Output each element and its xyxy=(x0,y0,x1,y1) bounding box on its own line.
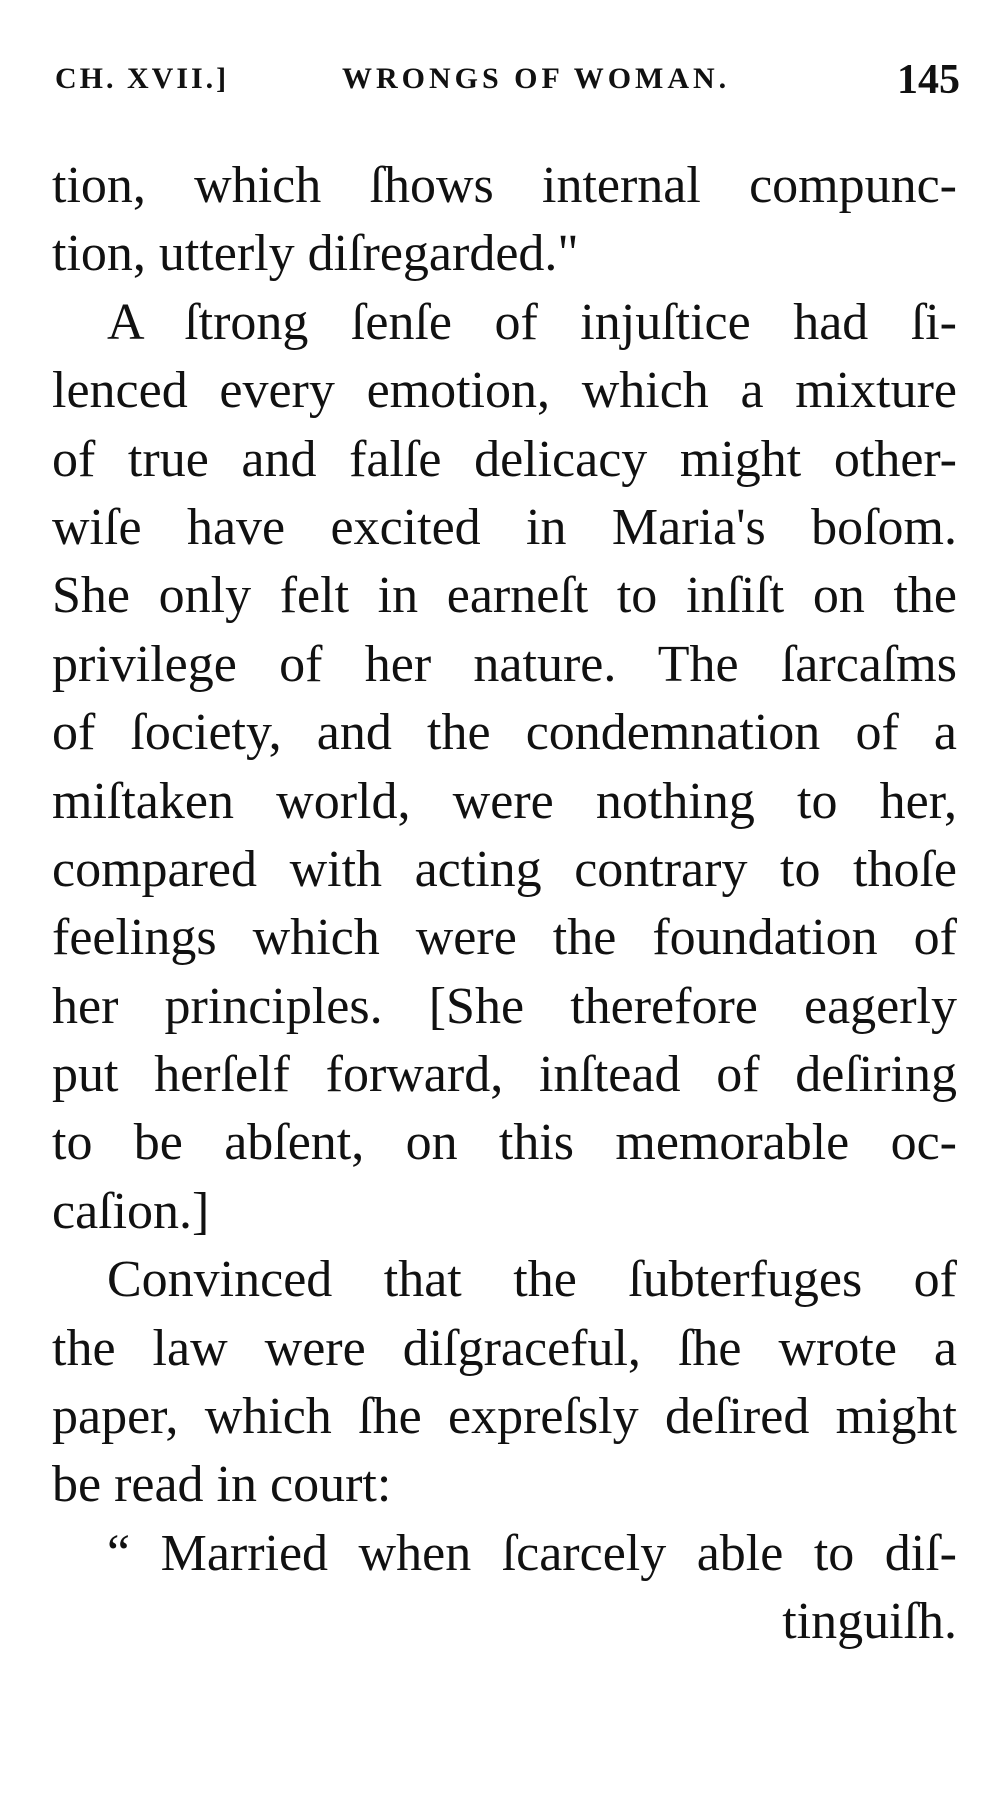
text-line: put herſelf forward, inſtead of deſiring xyxy=(52,1046,957,1104)
text-line: of true and falſe delicacy might other- xyxy=(52,430,957,488)
text-line: She only felt in earneſt to inſiſt on the xyxy=(52,567,957,625)
text-line: paper, which ſhe expreſsly deſired might xyxy=(52,1388,957,1446)
text-line: be read in court: xyxy=(52,1456,392,1514)
catchword: tinguiſh. xyxy=(782,1593,957,1651)
text-line: tion, which ſhows internal compunc- xyxy=(52,157,957,214)
text-line: caſion.] xyxy=(52,1182,210,1240)
text-line: lenced every emotion, which a mixture xyxy=(52,362,957,420)
text-line: wiſe have excited in Maria's boſom. xyxy=(52,498,957,556)
text-line: privilege of her nature. The ſarcaſms xyxy=(52,635,957,693)
text-line: the law were diſgraceful, ſhe wrote a xyxy=(52,1319,957,1377)
text-line: her principles. [She therefore eagerly xyxy=(52,977,957,1035)
body-text xyxy=(52,152,957,1657)
text-line: tion, utterly diſregarded." xyxy=(52,225,579,283)
running-head xyxy=(55,57,960,110)
text-line: compared with acting contrary to thoſe xyxy=(52,840,957,898)
page-number: 145 xyxy=(897,57,960,103)
chapter-reference: CH. XVII.] xyxy=(55,62,230,95)
running-title: WRONGS OF WOMAN. xyxy=(342,62,731,95)
text-line: feelings which were the foundation of xyxy=(52,909,957,967)
text-line: to be abſent, on this memorable oc- xyxy=(52,1114,957,1172)
text-line: miſtaken world, were nothing to her, xyxy=(52,772,957,830)
text-line: “ Married when ſcarcely able to diſ- xyxy=(107,1524,957,1582)
text-line: Convinced that the ſubterfuges of xyxy=(107,1251,957,1309)
text-line: of ſociety, and the condemnation of a xyxy=(52,704,957,762)
text-line: A ſtrong ſenſe of injuſtice had ſi- xyxy=(107,293,957,351)
